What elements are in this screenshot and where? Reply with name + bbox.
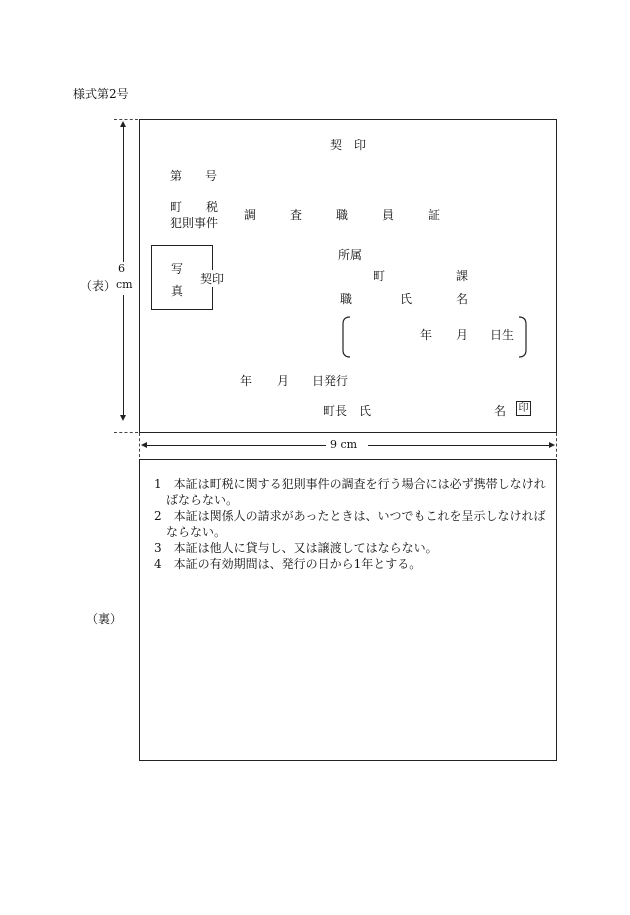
width-line-left: [146, 445, 326, 446]
mayor-name-label: 名: [494, 404, 507, 418]
affiliation-label: 所属: [338, 248, 363, 262]
note-3: 3 本証は他人に貸与し、又は譲渡してはならない。: [154, 541, 438, 555]
issue-year: 年: [240, 374, 253, 388]
given-name-label: 名: [456, 292, 469, 306]
title-char-4: 員: [382, 208, 395, 222]
width-value: 9 cm: [330, 438, 358, 451]
town-label: 町: [373, 269, 386, 283]
number-go: 号: [205, 169, 218, 183]
mayor-label: 町長 氏: [323, 404, 372, 418]
position-label: 職: [340, 292, 353, 306]
left-bracket: [340, 316, 352, 358]
seal-stamp: 印: [516, 401, 531, 416]
issue-month: 月: [277, 374, 290, 388]
title-char-2: 査: [290, 208, 303, 222]
height-arrow-down: [120, 415, 126, 421]
birth-day: 日生: [490, 328, 515, 342]
height-unit: cm: [116, 278, 133, 291]
title-char-5: 証: [428, 208, 441, 222]
notes-list: [154, 476, 550, 572]
note-1: 1 本証は町税に関する犯則事件の調査を行う場合には必ず携帯しなければならない。: [154, 477, 546, 507]
title-prefix-line1: 町 税: [170, 200, 219, 214]
front-side-label: （表）: [80, 279, 117, 293]
number-dai: 第: [170, 169, 183, 183]
width-arrow-right: [549, 442, 555, 448]
right-bracket: [517, 316, 529, 358]
height-line-top: [123, 127, 124, 262]
back-side-label: （裏）: [86, 612, 123, 626]
dimension-bottom-guide: [114, 432, 138, 433]
photo-label-1: 写: [171, 262, 184, 276]
height-line-bottom: [123, 295, 124, 415]
section-label: 課: [456, 269, 469, 283]
width-right-guide: [556, 433, 557, 457]
height-value: 6: [118, 262, 125, 275]
width-line-right: [368, 445, 549, 446]
photo-seal-label: 契印: [200, 272, 225, 286]
birth-year: 年: [420, 328, 433, 342]
birth-month: 月: [456, 328, 469, 342]
title-prefix-line2: 犯則事件: [170, 216, 219, 230]
title-char-3: 職: [336, 208, 349, 222]
note-4: 4 本証の有効期間は、発行の日から1年とする。: [154, 557, 422, 571]
surname-label: 氏: [400, 292, 413, 306]
top-seal-label: 契 印: [330, 138, 367, 152]
issue-day: 日発行: [312, 374, 349, 388]
title-char-1: 調: [244, 208, 257, 222]
note-2: 2 本証は関係人の請求があったときは、いつでもこれを呈示しなければならない。: [154, 509, 546, 539]
photo-label-2: 真: [171, 284, 184, 298]
width-left-guide: [139, 433, 140, 457]
form-number: 様式第2号: [73, 87, 129, 101]
dimension-top-guide: [114, 119, 138, 120]
